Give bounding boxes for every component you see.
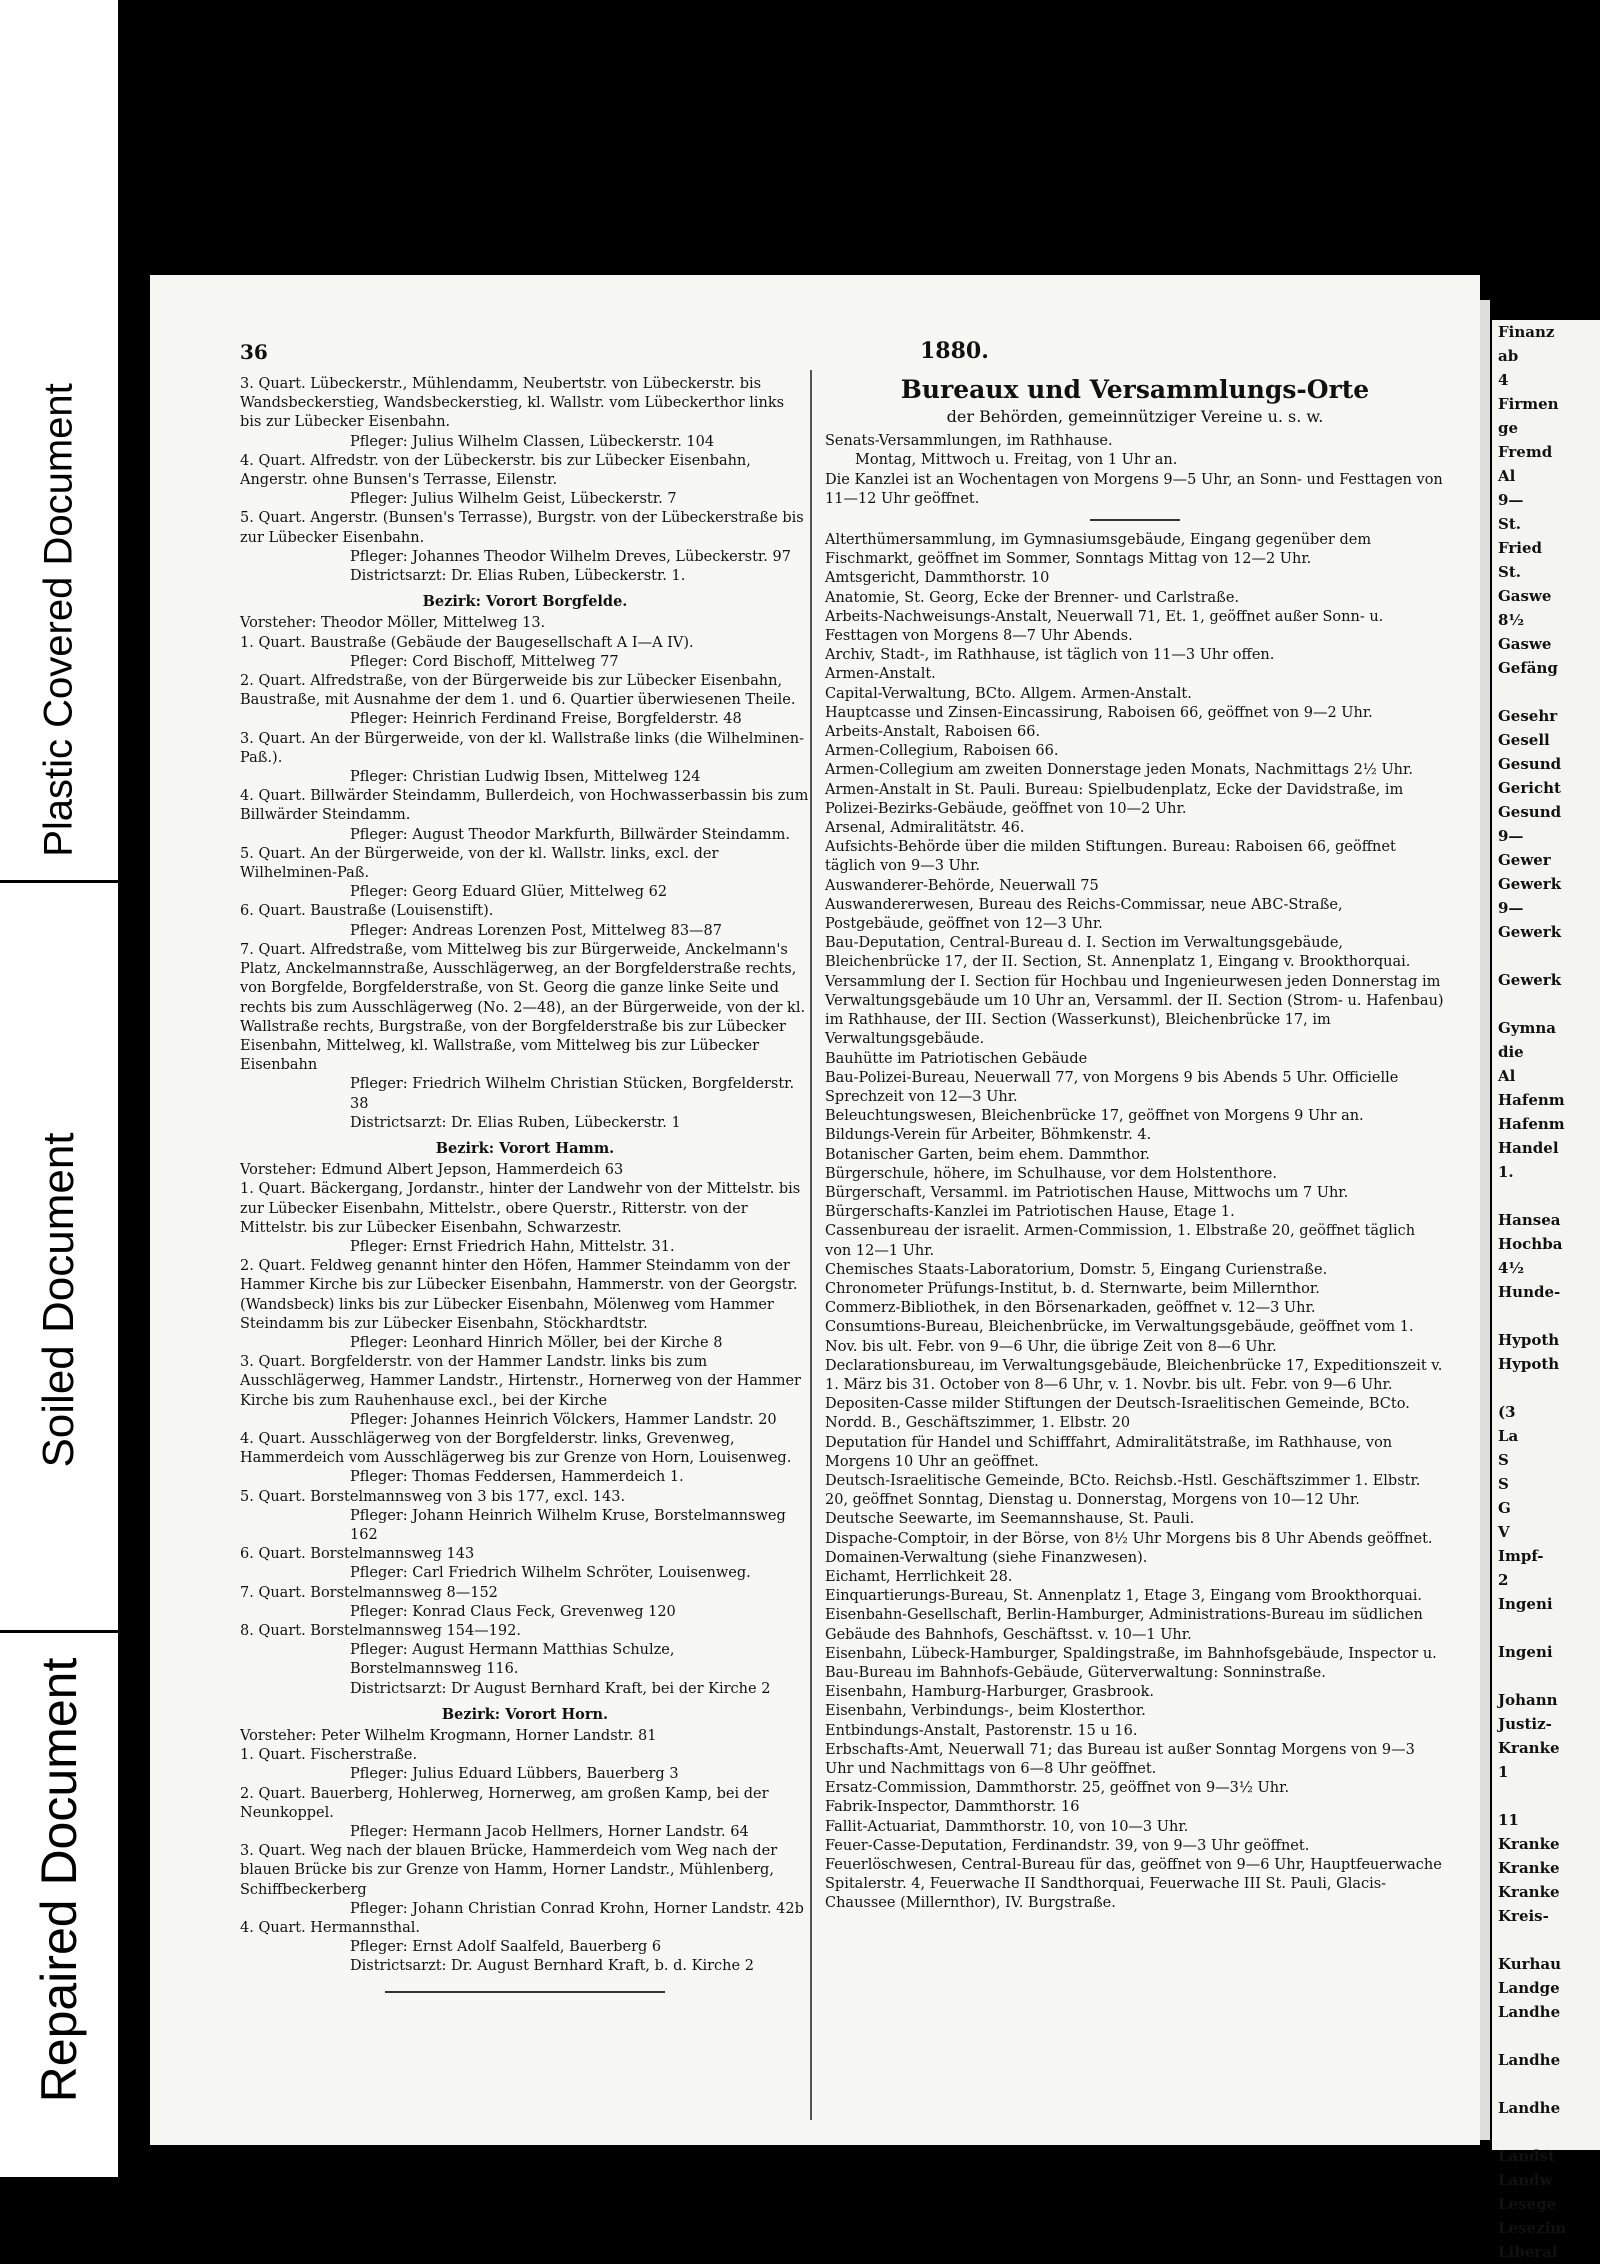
facing-page-line: 4½ xyxy=(1498,1259,1525,1277)
bureau-entry: Beleuchtungswesen, Bleichenbrücke 17, geöffnet von Morgens 9 Uhr an. xyxy=(825,1108,1364,1125)
facing-page-line: Gewerk xyxy=(1498,875,1562,893)
section-subtitle: der Behörden, gemeinnütziger Vereine u. s. w. xyxy=(946,407,1324,426)
document-tag-sidebar xyxy=(0,0,118,2177)
facing-page-line: Kreis- xyxy=(1498,1907,1549,1925)
district-entry: 1. Quart. Fischerstraße. xyxy=(240,1747,418,1764)
facing-page-line: St. xyxy=(1498,563,1521,581)
facing-page-line: Fremd xyxy=(1498,443,1553,461)
district-entry: 3. Quart. Weg nach der blauen Brücke, Hammerdeich vom Weg nach der blauen Brücke bis zur Grenze von Hamm, Horner Landstr., Mühlenberg, Schiffbeckerberg xyxy=(240,1843,778,1898)
facing-page-line: Gericht xyxy=(1498,779,1561,797)
section-title: Bureaux und Versammlungs-Orte xyxy=(900,375,1370,404)
district-entry: Pfleger: Leonhard Hinrich Möller, bei der Kirche 8 xyxy=(350,1334,723,1351)
bureau-entry: Arbeits-Nachweisungs-Anstalt, Neuerwall 71, Et. 1, geöffnet außer Sonn- u. Festtagen von Morgens 8—7 Uhr Abends. xyxy=(825,608,1384,645)
facing-page-line: 9— xyxy=(1498,491,1524,509)
facing-page-line: 9— xyxy=(1498,899,1524,917)
bureau-entry: Eisenbahn-Gesellschaft, Berlin-Hamburger, Administrations-Bureau im südlichen Gebäude des Bahnhofs, Geschäftsst. v. 10—1 Uhr. xyxy=(825,1607,1423,1643)
bureau-entries xyxy=(825,531,1445,1914)
bureau-entry: Bürgerschule, höhere, im Schulhause, vor dem Holstenthore. xyxy=(825,1165,1277,1182)
bureau-entry: Bürgerschaft, Versamml. im Patriotischen Hause, Mittwochs um 7 Uhr. xyxy=(825,1184,1349,1201)
facing-page-line: Hypoth xyxy=(1498,1331,1560,1349)
district-entry: 4. Quart. Hermannsthal. xyxy=(240,1920,421,1937)
facing-page-line: 11 xyxy=(1498,1811,1519,1829)
district-entry: Pfleger: Johann Heinrich Wilhelm Kruse, Borstelmannsweg 162 xyxy=(350,1507,786,1543)
district-entry: 1. Quart. Bäckergang, Jordanstr., hinter der Landwehr von der Mittelstr. bis zur Lübecker Eisenbahn, Mittelstr., obere Querstr., Ritterstr. von der Mittelstr. bis zur Lübecker Eisenbahn, Schwarzestr. xyxy=(240,1181,801,1236)
bureau-entry: Fallit-Actuariat, Dammthorstr. 10, von 10—3 Uhr. xyxy=(825,1818,1189,1835)
sidebar-divider xyxy=(0,1630,118,1633)
bureau-entry: Deutsche Seewarte, im Seemannshause, St. Pauli. xyxy=(825,1511,1195,1528)
facing-page-fragment xyxy=(1492,320,1600,2261)
district-entry: Vorsteher: Theodor Möller, Mittelweg 13. xyxy=(240,615,546,632)
district-entry: 3. Quart. An der Bürgerweide, von der kl. Wallstraße links (die Wilhelminen-Paß.). xyxy=(240,730,804,766)
facing-page-line xyxy=(1492,680,1600,704)
district-heading: Bezirk: Vorort Hamm. xyxy=(435,1139,615,1157)
bureau-entry: Bauhütte im Patriotischen Gebäude xyxy=(825,1050,1088,1067)
district-entry: Pfleger: Ernst Friedrich Hahn, Mittelstr. 31. xyxy=(350,1238,675,1255)
bureau-entry: Amtsgericht, Dammthorstr. 10 xyxy=(825,570,1050,587)
facing-page-line: 1 xyxy=(1498,1763,1509,1781)
bureau-entry: Armen-Anstalt in St. Pauli. Bureau: Spielbudenplatz, Ecke der Davidstraße, im Polizei-Bezirks-Gebäude, geöffnet von 10—2 Uhr. xyxy=(825,781,1404,817)
district-heading: Bezirk: Vorort Horn. xyxy=(441,1705,609,1723)
bureau-entry: Feuerlöschwesen, Central-Bureau für das, geöffnet von 9—6 Uhr, Hauptfeuerwache Spitalerstr. 4, Feuerwache II Sandthorquai, Feuerwache III St. Pauli, Glacis-Chaussee (Millernthor), IV. Burgstraße. xyxy=(825,1857,1442,1912)
facing-page-line: Al xyxy=(1498,467,1516,485)
facing-page-line: Gesund xyxy=(1498,755,1562,773)
district-entry: Districtsarzt: Dr. Elias Ruben, Lübeckerstr. 1 xyxy=(350,1114,681,1131)
district-entry: Vorsteher: Peter Wilhelm Krogmann, Horner Landstr. 81 xyxy=(240,1728,657,1745)
bureau-entry: Depositen-Casse milder Stiftungen der Deutsch-Israelitischen Gemeinde, BCto. Nordd. B., Geschäftszimmer, 1. Elbstr. 20 xyxy=(825,1396,1410,1432)
plastic-covered-label: Plastic Covered Document xyxy=(36,383,81,857)
facing-page-line xyxy=(1492,1184,1600,1208)
facing-page-line: ab xyxy=(1498,347,1519,365)
facing-page-line: Gaswe xyxy=(1498,635,1552,653)
facing-page-line: Landge xyxy=(1498,1979,1560,1997)
bureau-entry: Deutsch-Israelitische Gemeinde, BCto. Reichsb.-Hstl. Geschäftszimmer 1. Elbstr. 20, geöffnet Sonntag, Dienstag u. Donnerstag, Morgens von 10—12 Uhr. xyxy=(825,1472,1421,1509)
bureau-entry: Archiv, Stadt-, im Rathhause, ist täglich von 11—3 Uhr offen. xyxy=(825,647,1275,664)
district-entry: 3. Quart. Borgfelderstr. von der Hammer Landstr. links bis zum Ausschlägerweg, Hammer Landstr., Hirtenstr., Hornerweg von der Hammer Kirche bis zum Rauhenhause excl., bei der Kirche xyxy=(240,1354,801,1409)
facing-page-line: 1. xyxy=(1498,1163,1514,1181)
facing-page-line: Hunde- xyxy=(1498,1283,1561,1301)
sidebar-divider xyxy=(0,880,118,883)
bureau-entry: Consumtions-Bureau, Bleichenbrücke, im Verwaltungsgebäude, geöffnet vom 1. Nov. bis ult. Febr. von 9—6 Uhr, die übrige Zeit von 8—6 Uhr. xyxy=(825,1319,1414,1355)
bureau-entry: Arbeits-Anstalt, Raboisen 66. xyxy=(825,724,1041,741)
bureau-entry: Ersatz-Commission, Dammthorstr. 25, geöffnet von 9—3½ Uhr. xyxy=(825,1780,1290,1797)
facing-page-line xyxy=(1492,944,1600,968)
bureau-entry: Einquartierungs-Bureau, St. Annenplatz 1, Etage 3, Eingang vom Brookthorquai. xyxy=(825,1588,1423,1605)
district-entry: Pfleger: Friedrich Wilhelm Christian Stücken, Borgfelderstr. 38 xyxy=(350,1076,795,1112)
district-entry: Pfleger: Christian Ludwig Ibsen, Mittelweg 124 xyxy=(350,769,701,786)
bureau-entry: Aufsichts-Behörde über die milden Stiftungen. Bureau: Raboisen 66, geöffnet täglich von 9—3 Uhr. xyxy=(825,839,1396,875)
district-entry: Pfleger: Heinrich Ferdinand Freise, Borgfelderstr. 48 xyxy=(350,711,742,728)
district-entry: Pfleger: Thomas Feddersen, Hammerdeich 1. xyxy=(350,1469,684,1486)
page-year: 1880. xyxy=(920,338,989,364)
facing-page-line: Lesezim xyxy=(1498,2219,1567,2237)
bureau-entry: Botanischer Garten, beim ehem. Dammthor. xyxy=(825,1146,1150,1163)
section-rule xyxy=(1090,519,1180,521)
facing-page-line xyxy=(1492,1616,1600,1640)
bureau-entry: Fabrik-Inspector, Dammthorstr. 16 xyxy=(825,1799,1080,1816)
facing-page-line: Kurhau xyxy=(1498,1955,1562,1973)
district-entry: 6. Quart. Baustraße (Louisenstift). xyxy=(240,903,494,920)
bureau-entry: Arsenal, Admiralitätstr. 46. xyxy=(825,820,1025,837)
facing-page-line: Hansea xyxy=(1498,1211,1561,1229)
district-heading: Bezirk: Vorort Borgfelde. xyxy=(422,593,628,611)
district-entry: 4. Quart. Billwärder Steindamm, Bullerdeich, von Hochwasserbassin bis zum Billwärder Steindamm. xyxy=(240,788,809,824)
bureau-entry: Chronometer Prüfungs-Institut, b. d. Sternwarte, beim Millernthor. xyxy=(825,1280,1320,1297)
facing-page-line: Landhe xyxy=(1498,2003,1561,2021)
facing-page-line: S xyxy=(1498,1475,1509,1493)
district-entry: Districtsarzt: Dr August Bernhard Kraft, bei der Kirche 2 xyxy=(350,1680,771,1697)
column-divider xyxy=(810,370,812,2120)
facing-page-line: Kranke xyxy=(1498,1859,1560,1877)
scanned-page xyxy=(150,275,1480,2145)
district-entry: Pfleger: Julius Eduard Lübbers, Bauerberg 3 xyxy=(350,1766,679,1783)
bureau-entry: Bau-Deputation, Central-Bureau d. I. Section im Verwaltungsgebäude, Bleichenbrücke 17, der II. Section, St. Annenplatz 1, Eingang v. Brookthorquai. Versammlung der I. Section für Hochbau und Ingenieurwesen jeden Donnerstag im Verwaltungsgebäude um 10 Uhr an, Versamml. der II. Section (Strom- u. Hafenbau) im Rathhause, der III. Section (Wasserkunst), Bleichenbrücke 17, im Verwaltungsgebäude. xyxy=(825,935,1444,1048)
bureau-entry: Armen-Collegium am zweiten Donnerstage jeden Monats, Nachmittags 2½ Uhr. xyxy=(825,762,1413,779)
district-entry: 4. Quart. Alfredstr. von der Lübeckerstr. bis zur Lübecker Eisenbahn, Angerstr. ohne Bunsen's Terrasse, Eilenstr. xyxy=(240,452,751,489)
intro-line: Montag, Mittwoch u. Freitag, von 1 Uhr an. xyxy=(855,452,1178,469)
district-entry: Pfleger: Cord Bischoff, Mittelweg 77 xyxy=(350,653,619,670)
facing-page-line: 2 xyxy=(1498,1571,1509,1589)
bureau-entry: Eichamt, Herrlichkeit 28. xyxy=(825,1568,1013,1585)
facing-page-line: Landw xyxy=(1498,2171,1553,2189)
facing-page-line xyxy=(1492,1304,1600,1328)
facing-page-line: Gesehr xyxy=(1498,707,1558,725)
district-entry: 3. Quart. Lübeckerstr., Mühlendamm, Neubertstr. von Lübeckerstr. bis Wandsbeckerstieg, Wandsbeckerstieg, kl. Wallstr. vom Lübeckerthor links bis zur Lübecker Eisenbahn. xyxy=(240,376,785,431)
facing-page-line: Ingeni xyxy=(1498,1595,1553,1613)
district-entry: 5. Quart. An der Bürgerweide, von der kl. Wallstr. links, excl. der Wilhelminen-Paß. xyxy=(240,845,719,882)
intro-line: Die Kanzlei ist an Wochentagen von Morgens 9—5 Uhr, an Sonn- und Festtagen von 11—12 Uhr geöffnet. xyxy=(825,471,1443,507)
bureau-entry: Domainen-Verwaltung (siehe Finanzwesen). xyxy=(825,1549,1148,1566)
bureau-entry: Bau-Polizei-Bureau, Neuerwall 77, von Morgens 9 bis Abends 5 Uhr. Officielle Sprechzeit von 12—3 Uhr. xyxy=(825,1069,1399,1105)
district-entry: 4. Quart. Ausschlägerweg von der Borgfelderstr. links, Grevenweg, Hammerdeich vom Ausschlägerweg bis zur Grenze von Horn, Louisenweg. xyxy=(240,1430,792,1467)
district-entry: 7. Quart. Borstelmannsweg 8—152 xyxy=(240,1584,498,1601)
district-entry: Pfleger: Ernst Adolf Saalfeld, Bauerberg 6 xyxy=(350,1939,662,1956)
facing-page-line: Impf- xyxy=(1498,1547,1544,1565)
facing-page-line: Gefäng xyxy=(1498,659,1558,677)
district-entry: 2. Quart. Feldweg genannt hinter den Höfen, Hammer Steindamm von der Hammer Kirche bis zur Lübecker Eisenbahn, Hammerstr. von der Georgstr. (Wandsbeck) links bis zur Lübecker Eisenbahn, Mölenweg vom Hammer Steindamm bis zur Lübecker Eisenbahn, Stöckhardtstr. xyxy=(240,1258,798,1332)
facing-page-line xyxy=(1492,992,1600,1016)
facing-page-line: 9— xyxy=(1498,827,1524,845)
facing-page-line: S xyxy=(1498,1451,1509,1469)
facing-page-line xyxy=(1492,2072,1600,2096)
district-entry: 5. Quart. Angerstr. (Bunsen's Terrasse), Burgstr. von der Lübeckerstraße bis zur Lübecker Eisenbahn. xyxy=(240,510,804,546)
bureau-entry: Auswandererwesen, Bureau des Reichs-Commissar, neue ABC-Straße, Postgebäude, geöffnet von 12—3 Uhr. xyxy=(825,896,1343,933)
facing-page-line: die xyxy=(1498,1043,1524,1061)
bureau-entry: Eisenbahn, Hamburg-Harburger, Grasbrook. xyxy=(825,1684,1155,1701)
bureau-entry: Anatomie, St. Georg, Ecke der Brenner- und Carlstraße. xyxy=(825,589,1240,606)
bureau-entry: Feuer-Casse-Deputation, Ferdinandstr. 39, von 9—3 Uhr geöffnet. xyxy=(825,1837,1310,1854)
facing-page-line: 4 xyxy=(1498,371,1509,389)
facing-page-line: Firmen xyxy=(1498,395,1559,413)
facing-page-line: Landst xyxy=(1498,2147,1556,2165)
facing-page-line: Al xyxy=(1498,1067,1516,1085)
end-rule xyxy=(385,1991,665,1993)
facing-page-line: (3 xyxy=(1498,1403,1516,1421)
facing-page-line: St. xyxy=(1498,515,1521,533)
facing-page-line: La xyxy=(1498,1427,1519,1445)
district-entry: 8. Quart. Borstelmannsweg 154—192. xyxy=(240,1623,521,1639)
bureau-entry: Hauptcasse und Zinsen-Eincassirung, Raboisen 66, geöffnet von 9—2 Uhr. xyxy=(825,704,1373,721)
facing-page-line: Johann xyxy=(1498,1691,1558,1709)
district-entry: Pfleger: August Hermann Matthias Schulze, Borstelmannsweg 116. xyxy=(350,1642,675,1678)
bureau-entry: Cassenbureau der israelit. Armen-Commission, 1. Elbstraße 20, geöffnet täglich von 12—1 Uhr. xyxy=(825,1223,1416,1259)
facing-page-line: 8½ xyxy=(1498,611,1525,629)
facing-page-line: Kranke xyxy=(1498,1835,1560,1853)
bureau-entry: Chemisches Staats-Laboratorium, Domstr. 5, Eingang Curienstraße. xyxy=(825,1261,1328,1278)
district-entry: Pfleger: Hermann Jacob Hellmers, Horner Landstr. 64 xyxy=(350,1824,749,1841)
facing-page-line: Gesell xyxy=(1498,731,1550,749)
facing-page-line xyxy=(1492,1664,1600,1688)
bureau-entry: Bürgerschafts-Kanzlei im Patriotischen Hause, Etage 1. xyxy=(825,1204,1235,1221)
district-entry: Districtsarzt: Dr. Elias Ruben, Lübeckerstr. 1. xyxy=(350,568,686,585)
bureau-entry: Alterthümersammlung, im Gymnasiumsgebäude, Eingang gegenüber dem Fischmarkt, geöffnet im Sommer, Sonntags Mittag von 12—2 Uhr. xyxy=(825,532,1372,568)
facing-page-line: V xyxy=(1498,1523,1510,1541)
district-entry: Pfleger: Andreas Lorenzen Post, Mittelweg 83—87 xyxy=(350,922,723,939)
bureau-entry: Auswanderer-Behörde, Neuerwall 75 xyxy=(825,877,1099,894)
facing-page-line: Hypoth xyxy=(1498,1355,1560,1373)
facing-page-line: Gewerk xyxy=(1498,923,1562,941)
district-entry: Pfleger: Carl Friedrich Wilhelm Schröter, Louisenweg. xyxy=(350,1565,751,1582)
left-column-district-list xyxy=(240,375,810,1993)
bureau-entry: Commerz-Bibliothek, in den Börsenarkaden, geöffnet v. 12—3 Uhr. xyxy=(825,1300,1316,1317)
facing-page-line: Gesund xyxy=(1498,803,1562,821)
facing-page-line: Justiz- xyxy=(1498,1715,1552,1733)
district-entry: Pfleger: August Theodor Markfurth, Billwärder Steindamm. xyxy=(350,826,791,843)
bureau-entry: Capital-Verwaltung, BCto. Allgem. Armen-Anstalt. xyxy=(825,685,1192,702)
bureau-entry: Armen-Collegium, Raboisen 66. xyxy=(825,743,1059,760)
right-column-bureaux xyxy=(825,375,1445,1914)
facing-page-line xyxy=(1492,2024,1600,2048)
district-entry: 1. Quart. Baustraße (Gebäude der Baugesellschaft A I—A IV). xyxy=(240,634,694,651)
facing-page-line: Gewerk xyxy=(1498,971,1562,989)
facing-page-line: Finanz xyxy=(1498,323,1555,341)
facing-page-line: Fried xyxy=(1498,539,1543,557)
bureau-entry: Eisenbahn, Lübeck-Hamburger, Spaldingstraße, im Bahnhofsgebäude, Inspector u. Bau-Bureau im Bahnhofs-Gebäude, Güterverwaltung: Sonninstraße. xyxy=(825,1645,1437,1681)
district-entry: Districtsarzt: Dr. August Bernhard Kraft, b. d. Kirche 2 xyxy=(350,1958,754,1975)
district-entry: 7. Quart. Alfredstraße, vom Mittelweg bis zur Bürgerweide, Anckelmann's Platz, Anckelmannstraße, Ausschlägerweg, an der Borgfelderstraße rechts, von Borgfelde, Borgfelderstraße, von St. Georg die ganze linke Seite und rechts bis zum Ausschlägerweg (No. 2—48), an der Bürgerweide, von der kl. Wallstraße rechts, Burgstraße, von der Borgfelderstraße bis zur Lübecker Eisenbahn, Mittelweg, kl. Wallstraße, vom Mittelweg bis zur Lübecker Eisenbahn xyxy=(240,941,806,1074)
district-entry: Pfleger: Johannes Heinrich Völckers, Hammer Landstr. 20 xyxy=(350,1411,777,1428)
district-entry: Pfleger: Johannes Theodor Wilhelm Dreves, Lübeckerstr. 97 xyxy=(350,548,791,565)
facing-page-line: Landhe xyxy=(1498,2099,1561,2117)
bureau-entry: Eisenbahn, Verbindungs-, beim Klosterthor. xyxy=(825,1703,1146,1720)
facing-page-line: Gymna xyxy=(1498,1019,1557,1037)
facing-page-line xyxy=(1492,1784,1600,1808)
district-entry: Pfleger: Konrad Claus Feck, Grevenweg 120 xyxy=(350,1603,676,1620)
facing-page-line xyxy=(1492,2120,1600,2144)
facing-page-line xyxy=(1492,1928,1600,1952)
facing-page-line: G xyxy=(1498,1499,1511,1517)
facing-page-line: Ingeni xyxy=(1498,1643,1553,1661)
bureau-entry: Dispache-Comptoir, in der Börse, von 8½ Uhr Morgens bis 8 Uhr Abends geöffnet. xyxy=(825,1530,1433,1547)
district-entry: 6. Quart. Borstelmannsweg 143 xyxy=(240,1546,475,1563)
intro-line: Senats-Versammlungen, im Rathhause. xyxy=(825,433,1113,450)
district-entry: 2. Quart. Bauerberg, Hohlerweg, Hornerweg, am großen Kamp, bei der Neunkoppel. xyxy=(240,1785,769,1821)
district-entry: 5. Quart. Borstelmannsweg von 3 bis 177, excl. 143. xyxy=(240,1488,626,1505)
district-entry: 2. Quart. Alfredstraße, von der Bürgerweide bis zur Lübecker Eisenbahn, Baustraße, mit Ausnahme der dem 1. und 6. Quartier überwiesenen Theile. xyxy=(240,673,796,709)
facing-page-line xyxy=(1492,1376,1600,1400)
district-entry: Pfleger: Georg Eduard Glüer, Mittelweg 62 xyxy=(350,884,668,901)
district-entry: Vorsteher: Edmund Albert Jepson, Hammerdeich 63 xyxy=(240,1162,624,1179)
facing-page-line: Gaswe xyxy=(1498,587,1552,605)
bureau-entry: Declarationsbureau, im Verwaltungsgebäude, Bleichenbrücke 17, Expeditionszeit v. 1. März bis 31. October von 8—6 Uhr, v. 1. Novbr. bis ult. Febr. von 9—6 Uhr. xyxy=(825,1357,1443,1393)
facing-page-line: Kranke xyxy=(1498,1883,1560,1901)
bureau-entry: Deputation für Handel und Schifffahrt, Admiralitätstraße, im Rathhause, von Morgens 10 Uhr an geöffnet. xyxy=(825,1434,1393,1470)
bureau-entry: Bildungs-Verein für Arbeiter, Böhmkenstr. 4. xyxy=(825,1127,1152,1144)
facing-page-line: Handel xyxy=(1498,1139,1559,1157)
facing-page-line: Hafenm xyxy=(1498,1091,1565,1109)
facing-page-line: ge xyxy=(1498,419,1519,437)
facing-page-line: Liberal xyxy=(1498,2243,1558,2261)
bureau-entry: Armen-Anstalt. xyxy=(825,666,936,683)
bureau-entry: Erbschafts-Amt, Neuerwall 71; das Bureau ist außer Sonntag Morgens von 9—3 Uhr und Nachmittags von 6—8 Uhr geöffnet. xyxy=(825,1741,1415,1778)
facing-page-line: Hafenm xyxy=(1498,1115,1565,1133)
page-number: 36 xyxy=(240,340,268,364)
facing-page-line: Hochba xyxy=(1498,1235,1563,1253)
district-entry: Pfleger: Julius Wilhelm Geist, Lübeckerstr. 7 xyxy=(350,491,677,508)
facing-page-line: Landhe xyxy=(1498,2051,1561,2069)
district-entry: Pfleger: Johann Christian Conrad Krohn, Horner Landstr. 42b xyxy=(350,1900,804,1917)
facing-page-line: Gewer xyxy=(1498,851,1551,869)
repaired-document-label: Repaired Document xyxy=(31,1657,87,2103)
facing-page-line: Lesege xyxy=(1498,2195,1557,2213)
facing-page-line: Kranke xyxy=(1498,1739,1560,1757)
soiled-document-label: Soiled Document xyxy=(34,1132,83,1468)
bureau-entry: Entbindungs-Anstalt, Pastorenstr. 15 u 16. xyxy=(825,1722,1138,1739)
district-entry: Pfleger: Julius Wilhelm Classen, Lübeckerstr. 104 xyxy=(350,433,715,450)
